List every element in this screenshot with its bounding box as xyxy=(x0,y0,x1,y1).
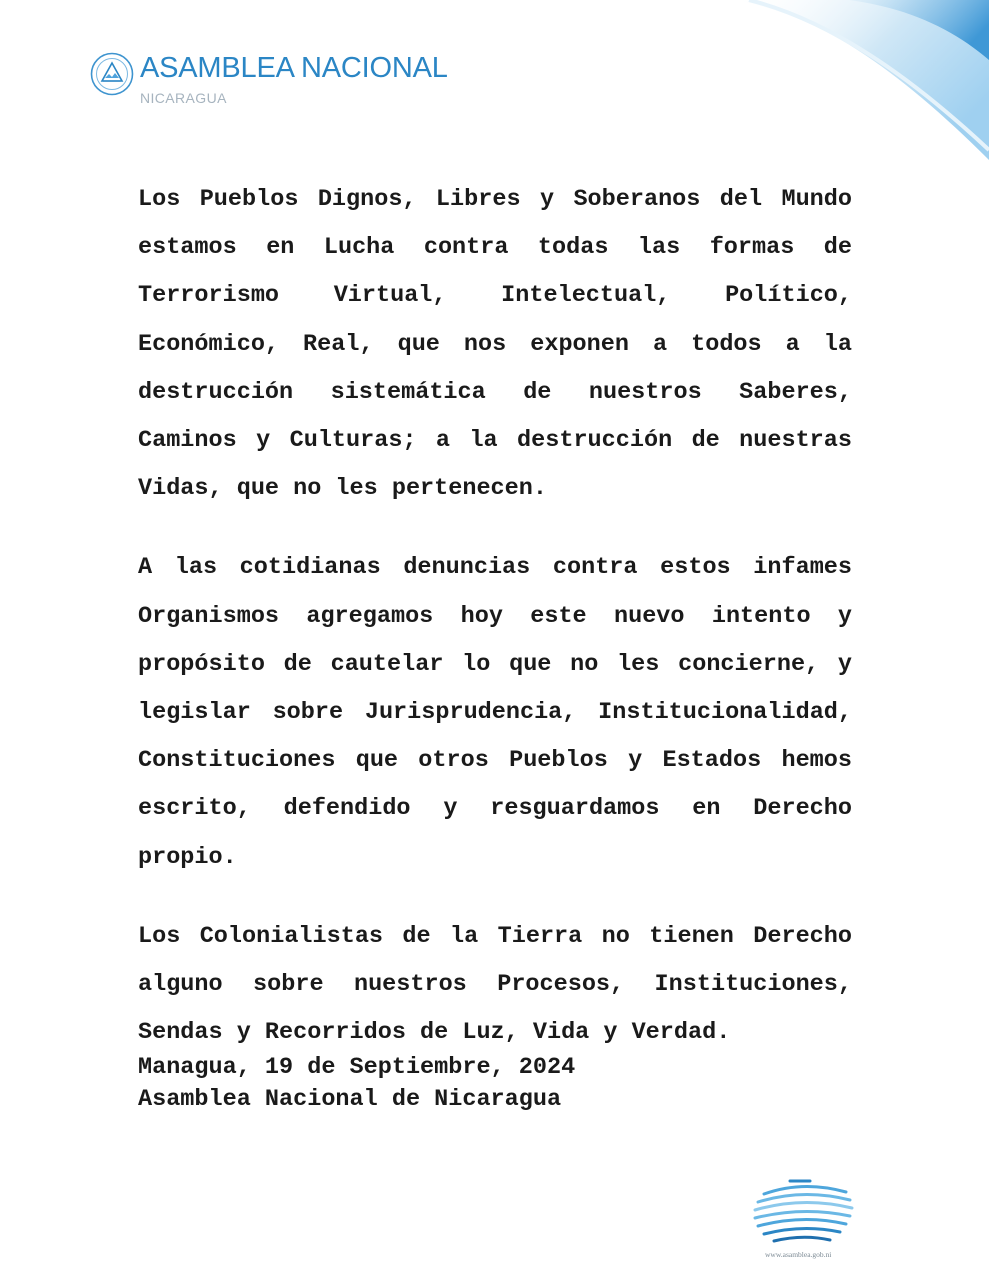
paragraph: A las cotidianas denuncias contra estos infames Organismos agregamos hoy este nuevo intento y propósito de cautelar lo que no les concierne, y legislar sobre Jurisprudencia, Institucionalidad, Constituciones que otros Pueblos y Estados hemos escrito, defendido y resguardamos en Derecho propio. xyxy=(138,554,852,871)
organization-name: ASAMBLEA NACIONAL xyxy=(140,52,448,84)
statement-body xyxy=(138,176,852,1057)
signature-block xyxy=(138,1052,575,1116)
issuer-name: Asamblea Nacional de Nicaragua xyxy=(138,1086,562,1113)
assembly-arcs-logo-icon xyxy=(750,1178,856,1244)
corner-swoosh-decoration xyxy=(689,0,989,170)
paragraph: Los Pueblos Dignos, Libres y Soberanos del Mundo estamos en Lucha contra todas las formas de Terrorismo Virtual, Intelectual, Político, Económico, Real, que nos exponen a todos a la destrucción sistemática de nuestros Saberes, Caminos y Culturas; a la destrucción de nuestras Vidas, que no les pertenecen. xyxy=(138,186,852,503)
paragraph: Los Colonialistas de la Tierra no tienen Derecho alguno sobre nuestros Procesos, Instituciones, Sendas y Recorridos de Luz, Vida y Verdad. xyxy=(138,922,852,1047)
organization-country: NICARAGUA xyxy=(140,90,227,106)
place-and-date: Managua, 19 de Septiembre, 2024 xyxy=(138,1054,576,1081)
coat-of-arms-icon xyxy=(90,52,134,96)
footer-website: www.asamblea.gob.ni xyxy=(765,1250,832,1259)
